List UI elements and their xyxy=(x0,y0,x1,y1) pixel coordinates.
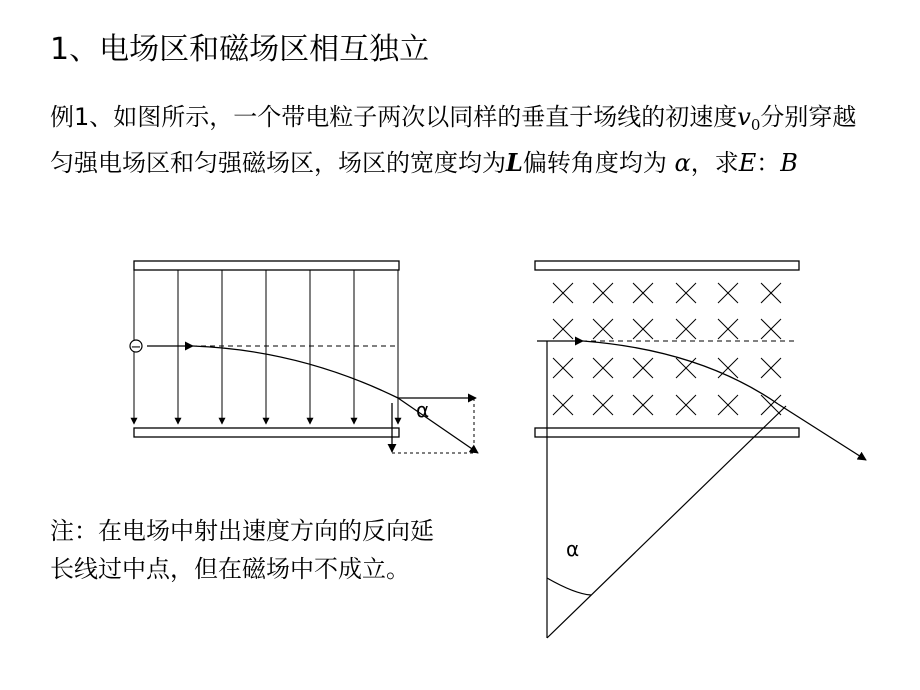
top-plate-magnetic xyxy=(535,261,799,270)
problem-text-3: 偏转角度均为 xyxy=(522,149,675,177)
field-cross-4-2 xyxy=(593,395,613,415)
field-cross-4-4 xyxy=(676,395,696,415)
field-cross-1-1 xyxy=(553,283,573,303)
field-cross-3-3 xyxy=(633,358,653,378)
field-cross-1-6 xyxy=(761,283,781,303)
field-cross-4-5 xyxy=(718,395,738,415)
field-cross-3-4 xyxy=(676,358,696,378)
field-cross-2-4 xyxy=(676,319,696,339)
note-text: 注：在电场中射出速度方向的反向延长线过中点，但在磁场中不成立。 xyxy=(50,517,434,583)
field-cross-3-1 xyxy=(553,358,573,378)
trajectory-magnetic xyxy=(583,341,778,404)
trajectory-electric xyxy=(193,346,398,398)
top-plate-electric xyxy=(134,261,399,270)
field-cross-2-5 xyxy=(718,319,738,339)
center-angle-arc xyxy=(547,578,591,595)
slide-title: 1、电场区和磁场区相互独立 xyxy=(50,32,430,67)
field-cross-1-3 xyxy=(633,283,653,303)
problem-text-4: ，求 xyxy=(690,149,739,177)
deflection-angle-label-electric: α xyxy=(416,398,430,422)
ratio-colon: ： xyxy=(756,149,781,177)
field-cross-1-5 xyxy=(718,283,738,303)
radius-line-diagonal xyxy=(547,406,786,638)
bottom-plate-electric xyxy=(134,428,399,437)
e-symbol: E xyxy=(738,149,757,177)
field-cross-2-6 xyxy=(761,319,781,339)
charge-sign: − xyxy=(130,340,142,355)
alpha-symbol: α xyxy=(674,149,691,177)
field-cross-4-3 xyxy=(633,395,653,415)
field-cross-1-4 xyxy=(676,283,696,303)
field-cross-4-1 xyxy=(553,395,573,415)
field-cross-4-6 xyxy=(761,395,781,415)
field-cross-2-2 xyxy=(593,319,613,339)
velocity-symbol: v xyxy=(737,103,751,131)
field-cross-1-2 xyxy=(593,283,613,303)
exit-velocity-arrow xyxy=(398,398,478,453)
center-angle-label: α xyxy=(566,537,580,561)
field-cross-3-2 xyxy=(593,358,613,378)
b-symbol: B xyxy=(780,149,798,177)
magnetic-field-crosses xyxy=(553,283,781,415)
electric-field-lines xyxy=(134,270,398,424)
electric-field-diagram xyxy=(130,261,478,453)
problem-text-2: 分别穿越匀强电场区和匀强磁场区，场区的宽度均为 xyxy=(50,103,857,177)
field-cross-3-5 xyxy=(718,358,738,378)
field-cross-3-6 xyxy=(761,358,781,378)
width-symbol: L xyxy=(506,148,523,177)
field-cross-2-1 xyxy=(553,319,573,339)
problem-text-1: 例1、如图所示，一个带电粒子两次以同样的垂直于场线的初速度 xyxy=(50,103,738,131)
field-cross-2-3 xyxy=(633,319,653,339)
magnetic-field-diagram xyxy=(535,261,866,638)
velocity-subscript: 0 xyxy=(750,116,761,134)
